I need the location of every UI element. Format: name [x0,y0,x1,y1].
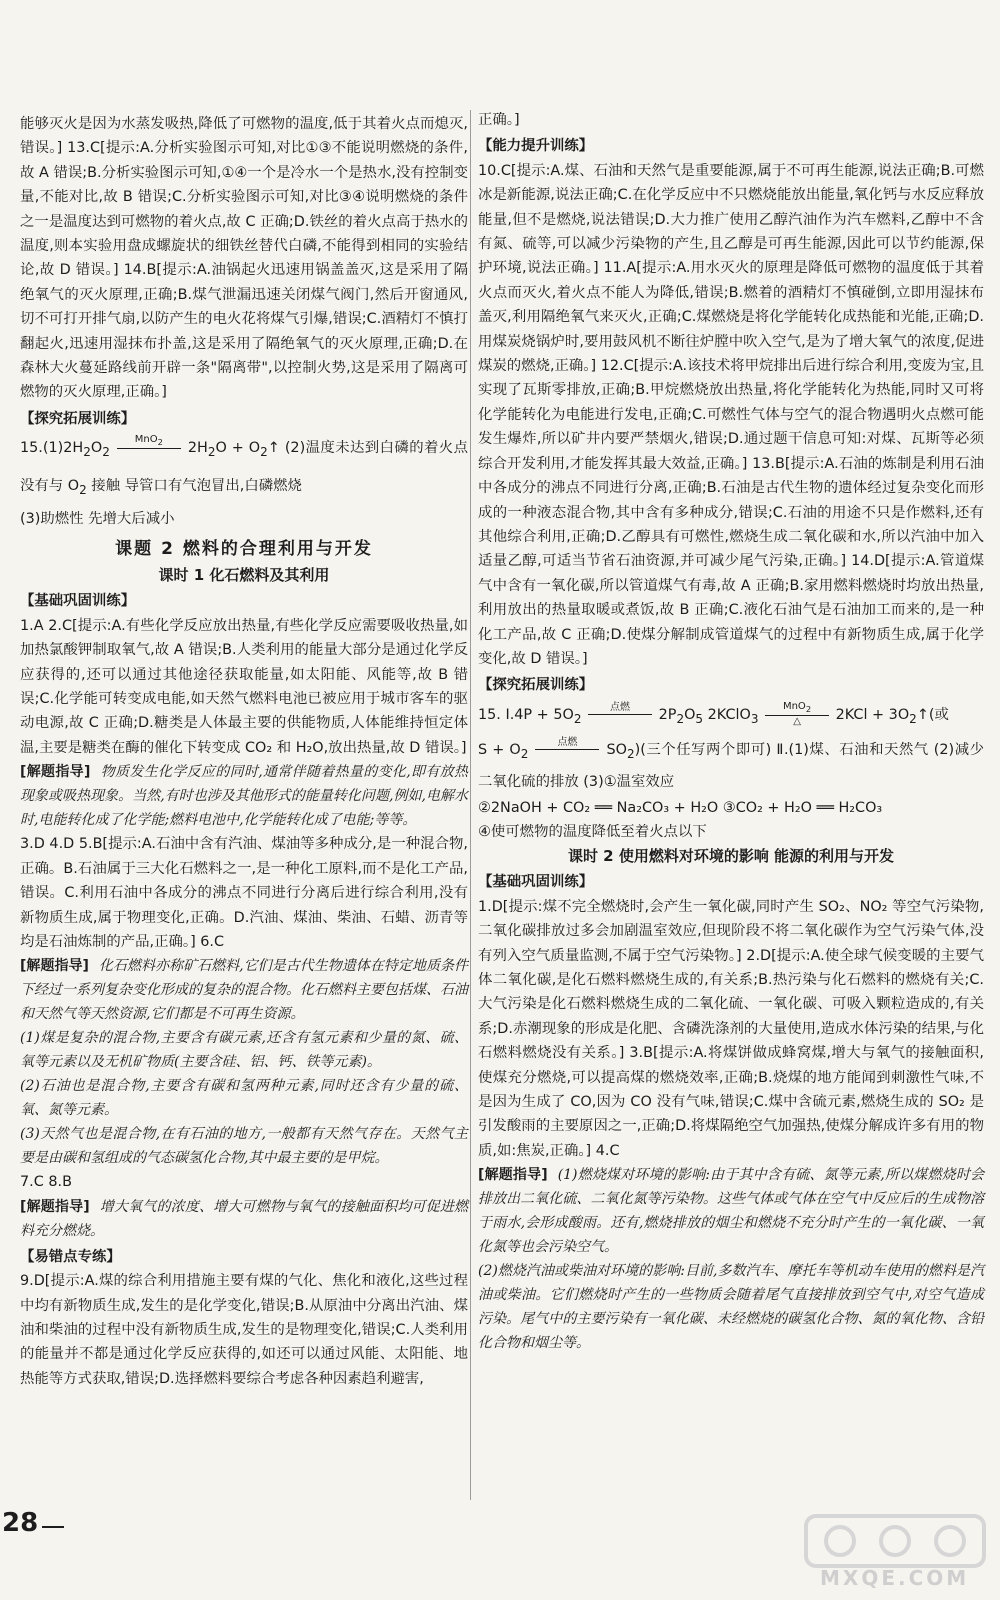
answer-line: ④使可燃物的温度降低至着火点以下 [478,823,707,840]
course-title: 课时 1 化石燃料及其利用 [158,566,330,585]
solution-guide: [解题指导] 化石燃料亦称矿石燃料,它们是古代生物遗体在特定地质条件下经过一系列复杂变化形成的复杂的混合物。化石燃料主要包括煤、石油和天然气等天然资源,它们都是不可再生资源。 [20,958,469,1023]
page-number-rule [42,1526,64,1528]
answer-paragraph: 9.D[提示:A.煤的综合利用措施主要有煤的气化、焦化和液化,这些过程中均有新物质生成,发生的是化学变化,错误;B.从原油中分离出汽油、煤油和柴油的过程中没有新物质生成,发生的是物理变化,错误;C.人类利用的能量并不都是通过化学反应获得的,如还可以通过风能、太阳能、地热能等方式获取,错误;D.选择燃料要综合考虑各种因素趋利避害, [20,1273,468,1387]
equation-line: $15.(1)2H_2O_2$ MnO$_2$ $2H_2O$ + $O_2↑$ (2)温度未达到白磷的着火点 没有与 $O_2$ 接触 导管口有气泡冒出,白磷燃烧 [20,434,468,498]
answer-line: (3)助燃性 先增大后减小 [20,511,175,528]
solution-guide: [解题指导] (1)燃烧煤对环境的影响:由于其中含有硫、氮等元素,所以煤燃烧时会排放出二氧化硫、二氧化氮等污染物。这些气体或气体在空气中反应后的生成物溶于雨水,会形成酸雨。还有,燃烧排放的烟尘和燃烧不充分时产生的一氧化碳、一氧化氮等也会污染空气。 [478,1167,985,1256]
left-column [20,112,468,1391]
answer-paragraph: 3.D 4.D 5.B[提示:A.石油中含有汽油、煤油等多种成分,是一种混合物,正确。B.石油属于三大化石燃料之一,是一种化工原料,而不是化工产品,错误。C.利用石油中各成分的沸点不同进行分离后进行综合利用,没有新物质生成,属于物理变化,正确。D.汽油、煤油、柴油、石蜡、沥青等均是石油炼制的产品,正确。] 6.C [20,836,468,950]
reaction-arrow: 点燃 [535,738,599,762]
guide-item: (3)天然气也是混合物,在有石油的地方,一般都有天然气存在。天然气主要是由碳和氢组成的气态碳氢化合物,其中最主要的是甲烷。 [20,1126,468,1167]
section-heading-explore: 【探究拓展训练】 [478,677,594,694]
answer-line: 正确。] [478,112,520,128]
solution-guide: [解题指导] 增大氧气的浓度、增大可燃物与氧气的接触面积均可促进燃料充分燃烧。 [20,1198,469,1239]
solution-guide: [解题指导] 物质发生化学反应的同时,通常伴随着热量的变化,即有放热现象或吸热现象。当然,有时也涉及其他形式的能量转化问题,例如,电解水时,电能转化成了化学能;燃料电池中,化学能转化成了电能;等等。 [20,764,468,829]
answer-paragraph: 1.A 2.C[提示:A.有些化学反应放出热量,有些化学反应需要吸收热量,如加热氯酸钾制取氧气,故 A 错误;B.人类利用的能量大部分是通过化学反应获得的,还可以通过其他途径获取能量,如太阳能、风能等,故 B 错误;C.化学能可转变成电能,如天然气燃料电池已被应用于城市客车的驱动电源,故 C 正确;D.糖类是人体最主要的供能物质,人体能维持恒定体温,主要是糖类在酶的催化下转变成 CO₂ 和 H₂O,放出热量,故 D 错误。] [20,617,468,756]
reaction-arrow: MnO$_2$ △ [765,702,829,728]
answer-paragraph: 1.D[提示:煤不完全燃烧时,会产生一氧化碳,同时产生 SO₂、NO₂ 等空气污染物,二氧化碳排放过多会加剧温室效应,但现阶段不将二氧化碳作为空气污染气体,没有列入空气质量监测,不属于空气污染物。] 2.D[提示:A.使全球气候变暖的主要气体二氧化碳,是化石燃料燃烧生成的,有关系;B.热污染与化石燃料的燃烧有关;C.大气污染是化石燃料燃烧生成的二氧化硫、一氧化碳、可吸入颗粒造成的,有关系;D.赤潮现象的形成是化肥、含磷洗涤剂的大量使用,造成水体污染的结果,与化石燃料燃烧没有关系。] 3.B[提示:A.将煤饼做成蜂窝煤,增大与氧气的接触面积,使煤充分燃烧,可以提高煤的燃烧效率,正确;B.烧煤的地方能闻到刺激性气味,不是因为生成了 CO,因为 CO 没有气味,错误;C.煤中含硫元素,燃烧生成的 SO₂ 是引发酸雨的主要原因之一,正确;D.将煤隔绝空气加强热,使煤分解成许多有用的物质,如:焦炭,正确。] 4.C [478,898,984,1159]
section-heading-ability: 【能力提升训练】 [478,138,594,155]
lesson-title: 课题 2 燃料的合理利用与开发 [115,539,373,560]
guide-item: (2)石油也是混合物,主要含有碳和氢两种元素,同时还含有少量的硫、氧、氮等元素。 [20,1078,468,1119]
guide-item: (2)燃烧汽油或柴油对环境的影响:目前,多数汽车、摩托车等机动车使用的燃料是汽油或柴油。它们燃烧时产生的一些物质会随着尾气直接排放到空气中,对空气造成污染。尾气中的主要污染有一氧化碳、未经燃烧的碳氢化合物、氮的氧化物、含铅化合物和烟尘等。 [478,1263,984,1352]
answer-paragraph: 能够灭火是因为水蒸发吸热,降低了可燃物的温度,低于其着火点而熄灭,错误。] 13.C[提示:A.分析实验图示可知,对比①③不能说明燃烧的条件,故 A 错误;B.分析实验图示可知,①④一个是冷水一个是热水,没有控制变量,不能对比,故 B 错误;C.分析实验图示可知,对比③④说明燃烧的条件之一是温度达到可燃物的着火点,故 C 正确;D.铁丝的着火点高于热水的温度,则本实验用盘成螺旋状的细铁丝替代白磷,不能得到相同的实验结论,故 D 错误。] 14.B[提示:A.油锅起火迅速用锅盖盖灭,这是采用了隔绝氧气的灭火原理,正确;B.煤气泄漏迅速关闭煤气阀门,然后开窗通风,切不可打开排气扇,以防产生的电火花将煤气引爆,错误;C.酒精灯不慎打翻起火,迅速用湿抹布扑盖,这是采用了隔绝氧气的灭火原理,正确;D.在森林大火蔓延路线前开辟一条"隔离带",以控制火势,这是采用了隔离可燃物的灭火原理,正确。] [20,116,468,401]
section-heading-explore: 【探究拓展训练】 [20,410,136,427]
right-column [478,108,984,1355]
answer-paragraph: 10.C[提示:A.煤、石油和天然气是重要能源,属于不可再生能源,说法正确;B.可燃冰是新能源,说法正确;C.在化学反应中不只燃烧能放出能量,氧化钙与水反应释放能量,但不是燃烧,说法错误;D.大力推广使用乙醇汽油作为汽车燃料,乙醇中不含有氮、硫等,可以减少污染物的产生,且乙醇是可再生能源,因此可以节约能源,保护环境,说法正确。] 11.A[提示:A.用水灭火的原理是降低可燃物的温度低于其着火点而灭火,着火点不能人为降低,错误;B.燃着的酒精灯不慎碰倒,立即用湿抹布盖灭,利用隔绝氧气来灭火,正确;C.煤燃烧是将化学能转化成热能和光能,正确;D.用煤炭烧锅炉时,要用鼓风机不断往炉膛中吹入空气,是为了增大氧气的浓度,促进煤炭的燃烧,正确。] 12.C[提示:A.该技术将甲烷排出后进行综合利用,变废为宝,且实现了瓦斯零排放,正确;B.甲烷燃烧放出热量,将化学能转化为热能,同时又可将化学能转化为电能进行发电,正确;C.可燃性气体与空气的混合物遇明火点燃可能发生爆炸,所以矿井内要严禁烟火,错误;D.通过题干信息可知:对煤、瓦斯等必须综合开发利用,才能发挥其最大效益,正确。] 13.B[提示:A.石油的炼制是利用石油中各成分的沸点不同进行分离,正确;B.石油是古代生物的遗体经过复杂变化而形成的一种液态混合物,其中含有多种成分,错误;C.石油的用途不只是作燃料,还有其他综合利用,正确;D.乙醇具有可燃性,燃烧生成二氧化碳和水,所以汽油中加入适量乙醇,可适当节省石油资源,并可减少尾气污染,正确。] 14.D[提示:A.管道煤气中含有一氧化碳,所以管道煤气有毒,故 A 正确;B.家用燃料燃烧时均放出热量,利用放出的热量取暖或煮饭,故 B 正确;C.液化石油气是石油加工而来的,是一种化工产品,故 C 正确;D.使煤分解制成管道煤气的过程中有新物质生成,属于化学变化,故 D 错误。] [478,162,984,667]
reaction-arrow: 点燃 [588,703,652,727]
answer-line: 7.C 8.B [20,1174,72,1191]
watermark-text: MXQE.COM [820,1566,970,1590]
guide-item: (1)煤是复杂的混合物,主要含有碳元素,还含有氢元素和少量的氮、硫、氧等元素以及无机矿物质(主要含硅、铝、钙、铁等元素)。 [20,1030,468,1071]
answer-line: ②2NaOH + CO₂ ══ Na₂CO₃ + H₂O ③CO₂ + H₂O ══ H₂CO₃ [478,799,883,816]
page-number: 28 [2,1508,39,1538]
column-divider [470,110,471,1500]
section-heading-basic: 【基础巩固训练】 [478,874,594,891]
course-title: 课时 2 使用燃料对环境的影响 能源的利用与开发 [567,847,895,866]
section-heading-error: 【易错点专练】 [20,1248,121,1265]
section-heading-basic: 【基础巩固训练】 [20,593,136,610]
equation-line: 15. Ⅰ.4P + $5O_2$ 点燃 $2P_2O_5$ 2KClO$_3$ MnO$_2$ △ $2KCl + 3O_2↑$(或 [478,700,949,727]
reaction-arrow: MnO$_2$ [117,435,181,461]
equation-line: $S + O_2$ 点燃 $SO_2$)(三个任写两个即可) Ⅱ.(1)煤、石油和天然气 (2)减少二氧化硫的排放 (3)①温室效应 [478,736,984,790]
